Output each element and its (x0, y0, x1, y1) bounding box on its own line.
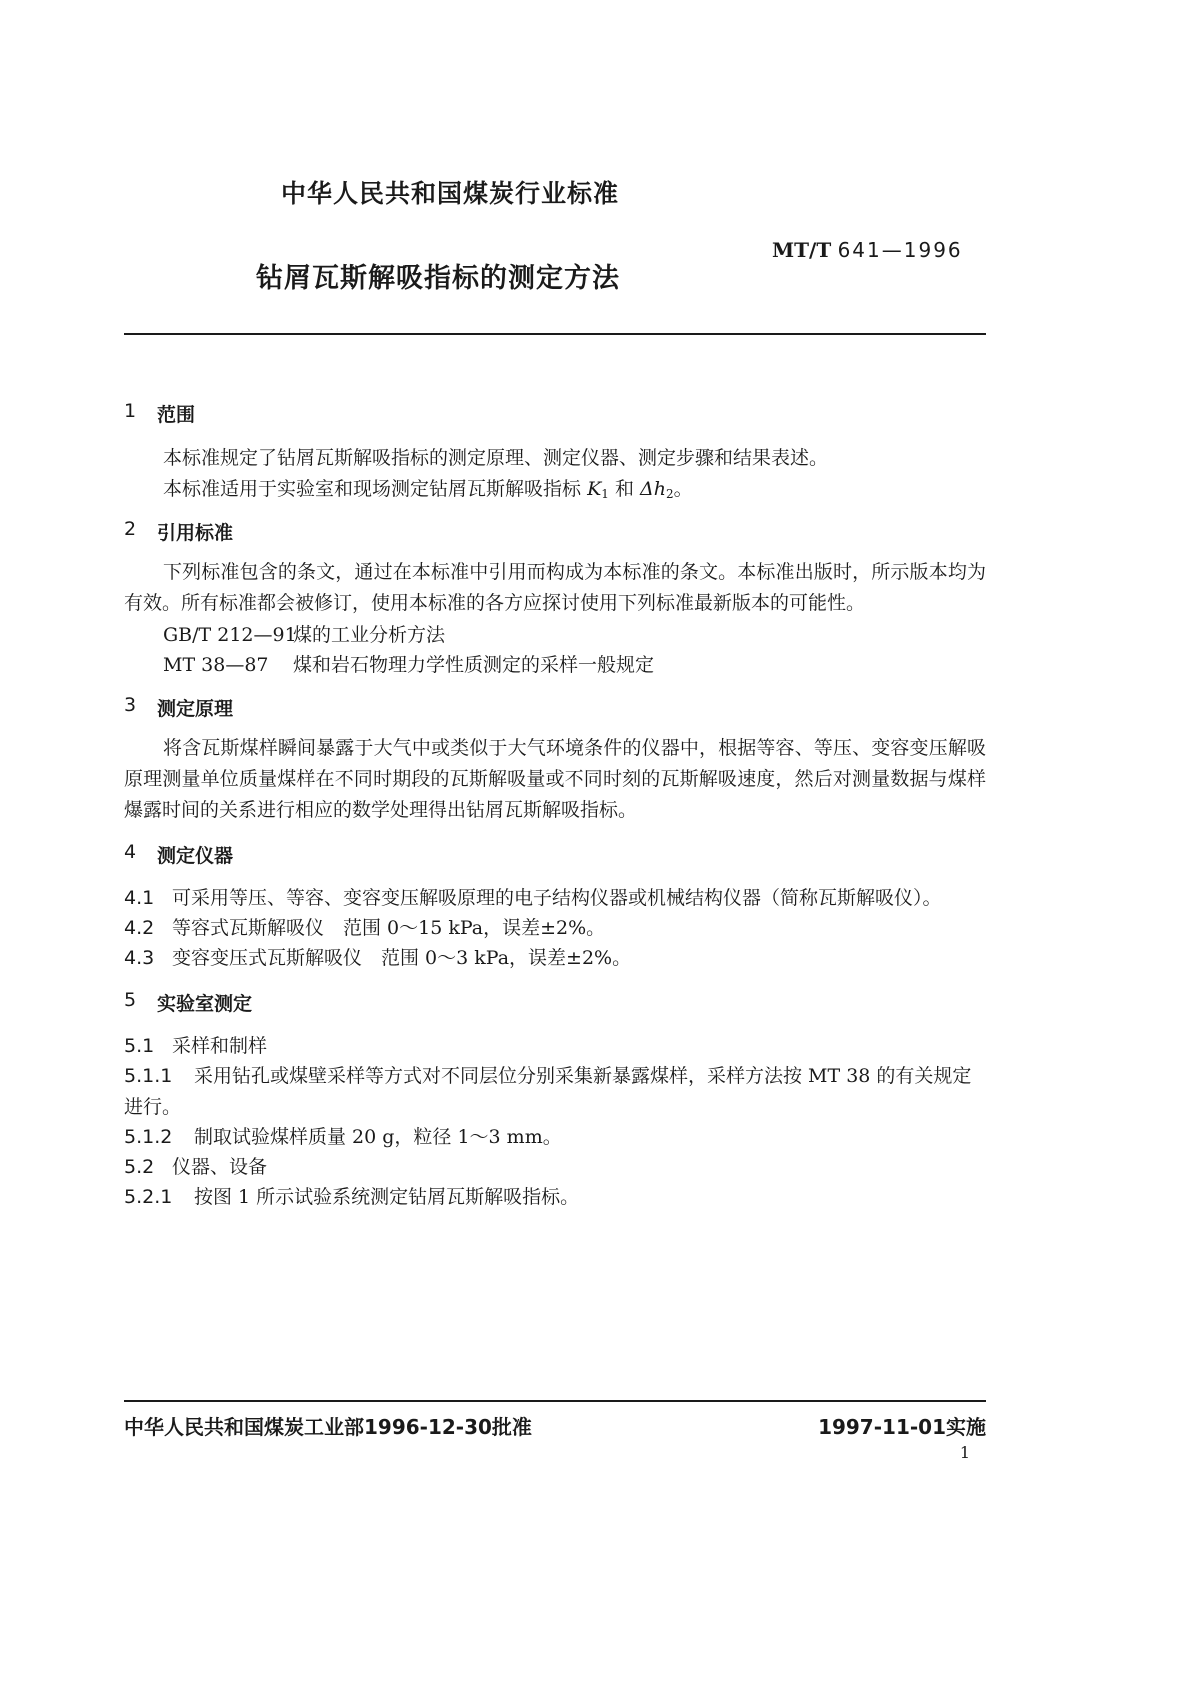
clause-item (124, 1061, 971, 1088)
clause-number: 4.1 (124, 887, 155, 909)
clause-text: 仪器、设备 (172, 1156, 268, 1178)
clause-continuation: 进行。 (124, 1096, 182, 1118)
clause-text: 变容变压式瓦斯解吸仪 范围 0～3 kPa，误差±2%。 (172, 947, 632, 969)
symbol-delta-h: Δh (640, 478, 666, 500)
section-3-para-1: 将含瓦斯煤样瞬间暴露于大气中或类似于大气环境条件的仪器中，根据等容、等压、变容变压解吸原理测量单位质量煤样在不同时期段的瓦斯解吸量或不同时刻的瓦斯解吸速度，然后对测量数据与煤样爆露时间的关系进行相应的数学处理得出钻屑瓦斯解吸指标。 (124, 737, 986, 821)
reference-title: 煤和岩石物理力学性质测定的采样一般规定 (293, 654, 655, 676)
clause-number: 4.3 (124, 947, 155, 969)
clause-item (124, 943, 631, 970)
reference-row (163, 620, 445, 647)
clause-text: 采用钻孔或煤壁采样等方式对不同层位分别采集新暴露煤样，采样方法按 MT 38 的有关规定 (194, 1065, 972, 1087)
clause-number: 4.2 (124, 917, 155, 939)
clause-item (124, 1122, 562, 1149)
clause-text: 按图 1 所示试验系统测定钻屑瓦斯解吸指标。 (194, 1186, 580, 1208)
standard-code-prefix: MT/T (772, 238, 832, 262)
doc-title: 钻屑瓦斯解吸指标的测定方法 (256, 263, 620, 294)
clause-item (124, 1031, 267, 1058)
section-2-para-1: 下列标准包含的条文，通过在本标准中引用而构成为本标准的条文。本标准出版时，所示版本均为有效。所有标准都会被修订，使用本标准的各方应探讨使用下列标准最新版本的可能性。 (124, 561, 986, 614)
and-word: 和 (614, 478, 634, 500)
clause-number: 5.1.2 (124, 1126, 173, 1148)
section-1-para-2-text: 本标准适用于实验室和现场测定钻屑瓦斯解吸指标 (163, 478, 582, 500)
implementation-date: 1997-11-01实施 (818, 1415, 986, 1439)
section-1-para-1: 本标准规定了钻屑瓦斯解吸指标的测定原理、测定仪器、测定步骤和结果表述。 (163, 447, 829, 469)
clause-item (124, 1152, 267, 1179)
section-2-title: 引用标准 (157, 522, 234, 544)
standard-code (772, 238, 963, 262)
para-end: 。 (673, 478, 693, 500)
footer-rule (124, 1400, 986, 1402)
section-2-number: 2 (124, 518, 137, 540)
org-title: 中华人民共和国煤炭行业标准 (281, 179, 620, 208)
approval-line: 中华人民共和国煤炭工业部1996-12-30批准 (124, 1415, 532, 1439)
page-number: 1 (959, 1443, 970, 1462)
clause-item (124, 1182, 579, 1209)
clause-item (124, 883, 942, 910)
clause-number: 5.2 (124, 1156, 155, 1178)
section-5-number: 5 (124, 989, 137, 1011)
clause-text: 等容式瓦斯解吸仪 范围 0～15 kPa，误差±2%。 (172, 917, 606, 939)
section-3-title: 测定原理 (157, 698, 234, 720)
clause-number: 5.2.1 (124, 1186, 173, 1208)
section-1-para-2 (163, 474, 693, 501)
section-3-number: 3 (124, 694, 137, 716)
section-4-title: 测定仪器 (157, 845, 234, 867)
symbol-k-subscript: 1 (601, 487, 609, 501)
clause-text: 制取试验煤样质量 20 g，粒径 1～3 mm。 (194, 1126, 562, 1148)
reference-row (163, 650, 654, 677)
clause-number: 5.1.1 (124, 1065, 173, 1087)
header-rule (124, 333, 986, 335)
section-4-number: 4 (124, 841, 137, 863)
reference-code: GB/T 212—91 (163, 624, 297, 646)
symbol-k: K (587, 478, 602, 500)
section-5-title: 实验室测定 (157, 993, 253, 1015)
section-1-title: 范围 (157, 404, 196, 426)
clause-text: 可采用等压、等容、变容变压解吸原理的电子结构仪器或机械结构仪器（简称瓦斯解吸仪）。 (172, 887, 942, 909)
symbol-delta-h-subscript: 2 (665, 487, 674, 501)
reference-title: 煤的工业分析方法 (293, 624, 446, 646)
clause-item (124, 913, 605, 940)
clause-text: 采样和制样 (172, 1035, 268, 1057)
clause-number: 5.1 (124, 1035, 155, 1057)
reference-code: MT 38—87 (163, 654, 269, 676)
section-1-number: 1 (124, 400, 137, 422)
standard-code-number: 641—1996 (837, 238, 963, 262)
